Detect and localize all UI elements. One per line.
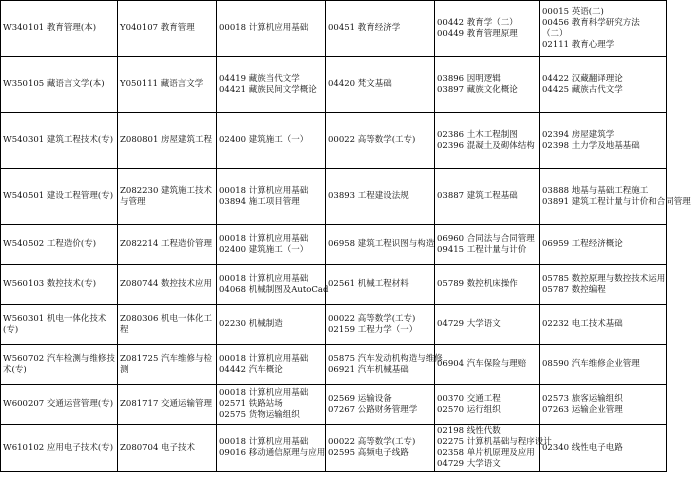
course-cell-4 <box>540 169 691 225</box>
major-cell: W540502 工程造价(专) <box>1 225 118 265</box>
course-line: 02400 建筑施工（一） <box>219 244 309 255</box>
course-cell-2 <box>326 265 435 305</box>
course-line: 03896 因明逻辑 <box>437 73 501 84</box>
course-line: 02398 土力学及地基基础 <box>542 140 640 151</box>
course-line: 02340 线性电子电路 <box>542 442 623 453</box>
course-cell-3 <box>435 345 540 385</box>
course-cell-1 <box>217 225 326 265</box>
course-line: 04442 汽车概论 <box>219 364 283 375</box>
program-code-cell: Z082230 建筑施工技术与管理 <box>118 169 217 225</box>
course-line: 02571 铁路站场 <box>219 399 283 409</box>
major-cell: W560103 数控技术(专) <box>1 265 118 305</box>
course-line: 04425 藏族古代文学 <box>542 84 623 95</box>
course-cell-1 <box>217 385 326 425</box>
program-code-cell: Z081717 交通运输管理 <box>118 385 217 425</box>
course-cell-3 <box>435 385 540 425</box>
course-line: 00370 交通工程 <box>437 393 501 404</box>
major-cell: W350105 藏语言文学(本) <box>1 57 118 113</box>
course-line: 00015 英语(二) <box>542 6 604 17</box>
major-cell: W610102 应用电子技术(专) <box>1 425 118 472</box>
course-cell-2 <box>326 113 435 169</box>
course-line: 02159 工程力学（一） <box>328 324 418 335</box>
course-cell-2 <box>326 305 435 345</box>
course-line: 02570 运行组织 <box>437 404 501 415</box>
course-cell-3 <box>435 225 540 265</box>
course-line: 04421 藏族民间文学概论 <box>219 84 317 95</box>
course-line: 04068 机械制图及AutoCad <box>219 284 329 295</box>
course-cell-1 <box>217 57 326 113</box>
course-line: 05787 数控编程 <box>542 284 606 295</box>
course-line: 00456 教育科学研究方法 <box>542 17 640 28</box>
course-cell-4 <box>540 305 667 345</box>
course-line: 00018 计算机应用基础 <box>219 23 309 33</box>
major-cell: W540301 建筑工程技术(专) <box>1 113 118 169</box>
course-line: 06959 工程经济概论 <box>542 239 623 249</box>
course-line: 03894 施工项目管理 <box>219 196 300 207</box>
course-line: 08590 汽车维修企业管理 <box>542 359 640 369</box>
course-cell-3 <box>435 305 540 345</box>
course-cell-3 <box>435 57 540 113</box>
course-line: 00022 高等数学(工专) <box>328 313 416 324</box>
course-line: 00018 计算机应用基础 <box>219 273 309 284</box>
course-line: 00451 教育经济学 <box>328 23 401 33</box>
course-line: 02400 建筑施工（一） <box>219 135 309 145</box>
course-line: 03887 建筑工程基础 <box>437 191 518 201</box>
program-code-cell: Z082214 工程造价管理 <box>118 225 217 265</box>
course-cell-3 <box>435 113 540 169</box>
table-row <box>1 305 667 345</box>
course-cell-4 <box>540 1 667 57</box>
course-cell-2 <box>326 345 443 385</box>
table-row <box>1 225 667 265</box>
course-line: 03891 建筑工程计量与计价和合同管理 <box>542 196 691 207</box>
course-cell-2 <box>326 169 435 225</box>
course-line: 02230 机械制造 <box>219 319 283 329</box>
course-line: 02396 混凝土及砌体结构 <box>437 140 535 151</box>
course-cell-4 <box>540 345 667 385</box>
course-cell-4 <box>540 265 667 305</box>
course-line: 03893 工程建设法规 <box>328 191 409 201</box>
course-cell-4 <box>540 113 667 169</box>
program-code-cell: Y040107 教育管理 <box>118 1 217 57</box>
course-line: 04422 汉藏翻译理论 <box>542 73 623 84</box>
course-line: 00018 计算机应用基础 <box>219 185 309 196</box>
course-line: 03888 地基与基础工程施工 <box>542 185 649 196</box>
course-cell-1 <box>217 265 329 305</box>
program-code-cell: Z080306 机电一体化工程 <box>118 305 217 345</box>
course-cell-1 <box>217 345 326 385</box>
course-cell-1 <box>217 1 326 57</box>
table-row <box>1 265 667 305</box>
course-cell-2 <box>326 385 435 425</box>
course-line: 00018 计算机应用基础 <box>219 353 309 364</box>
course-line: 02561 机械工程材料 <box>328 279 409 289</box>
table-row <box>1 169 667 225</box>
course-line: 02198 线性代数 <box>437 426 501 436</box>
course-cell-2 <box>326 225 435 265</box>
course-line: 05785 数控原理与数控技术运用 <box>542 273 666 284</box>
course-line: 03897 藏族文化概论 <box>437 84 518 95</box>
course-line: 02573 旅客运输组织 <box>542 393 623 404</box>
course-line: 04419 藏族当代文学 <box>219 73 300 84</box>
table-row <box>1 113 667 169</box>
course-cell-3 <box>435 425 552 472</box>
table-row <box>1 385 667 425</box>
course-cell-2 <box>326 1 435 57</box>
course-line: 02595 高频电子线路 <box>328 448 409 458</box>
program-code-cell: Z081725 汽车维修与检测 <box>118 345 217 385</box>
course-line: 04729 大学语文 <box>437 459 501 469</box>
program-code-cell: Z080704 电子技术 <box>118 425 217 472</box>
course-cell-1 <box>217 425 326 472</box>
course-line: 02232 电工技术基础 <box>542 319 623 329</box>
program-code-cell: Z080801 房屋建筑工程 <box>118 113 217 169</box>
course-line: 06921 汽车机械基础 <box>328 364 409 375</box>
course-line: 09016 移动通信原理与应用 <box>219 448 326 458</box>
course-line: 05875 汽车发动机构造与维修 <box>328 353 443 364</box>
course-line: 00018 计算机应用基础 <box>219 437 309 447</box>
major-cell: W540501 建设工程管理(专) <box>1 169 118 225</box>
course-line: 00022 高等数学(工专) <box>328 437 416 447</box>
course-line: 06904 汽车保险与理赔 <box>437 359 527 369</box>
course-cell-2 <box>326 57 435 113</box>
course-line: 02386 土木工程制图 <box>437 129 518 140</box>
course-cell-3 <box>435 265 540 305</box>
course-line: 07267 公路财务管理学 <box>328 404 418 415</box>
course-line: 00449 教育管理原理 <box>437 28 518 39</box>
course-line: 00022 高等数学(工专) <box>328 135 416 145</box>
course-line: 02275 计算机基础与程序设计 <box>437 437 552 447</box>
course-cell-3 <box>435 1 540 57</box>
course-line: （二） <box>542 28 568 39</box>
course-line: 02358 单片机原理及应用 <box>437 448 535 458</box>
course-cell-4 <box>540 425 667 472</box>
table-row <box>1 57 667 113</box>
table-row <box>1 425 667 472</box>
program-code-cell: Z080744 数控技术应用 <box>118 265 217 305</box>
course-line: 06960 合同法与合同管理 <box>437 233 535 244</box>
course-cell-4 <box>540 57 667 113</box>
program-code-cell: Y050111 藏语言文学 <box>118 57 217 113</box>
course-line: 06958 建筑工程识图与构造 <box>328 239 435 249</box>
course-line: 00018 计算机应用基础 <box>219 233 309 244</box>
course-cell-4 <box>540 225 667 265</box>
table-row <box>1 1 667 57</box>
course-cell-1 <box>217 113 326 169</box>
course-line: 00442 教育学（二） <box>437 17 518 28</box>
table-row <box>1 345 667 385</box>
course-line: 00018 计算机应用基础 <box>219 388 309 398</box>
course-line: 07263 运输企业管理 <box>542 404 623 415</box>
course-line: 02569 运输设备 <box>328 393 392 404</box>
course-cell-4 <box>540 385 667 425</box>
major-cell: W560301 机电一体化技术(专) <box>1 305 118 345</box>
course-line: 04420 梵文基础 <box>328 79 392 89</box>
course-cell-3 <box>435 169 540 225</box>
course-line: 09415 工程计量与计价 <box>437 244 527 255</box>
course-cell-2 <box>326 425 435 472</box>
major-cell: W600207 交通运营管理(专) <box>1 385 118 425</box>
major-cell: W560702 汽车检测与维修技术(专) <box>1 345 118 385</box>
course-line: 02575 货物运输组织 <box>219 410 300 420</box>
course-line: 02394 房屋建筑学 <box>542 129 615 140</box>
course-cell-1 <box>217 169 326 225</box>
course-cell-1 <box>217 305 326 345</box>
major-cell: W340101 教育管理(本) <box>1 1 118 57</box>
course-line: 05789 数控机床操作 <box>437 279 518 289</box>
course-line: 04729 大学语文 <box>437 319 501 329</box>
course-line: 02111 教育心理学 <box>542 39 615 50</box>
